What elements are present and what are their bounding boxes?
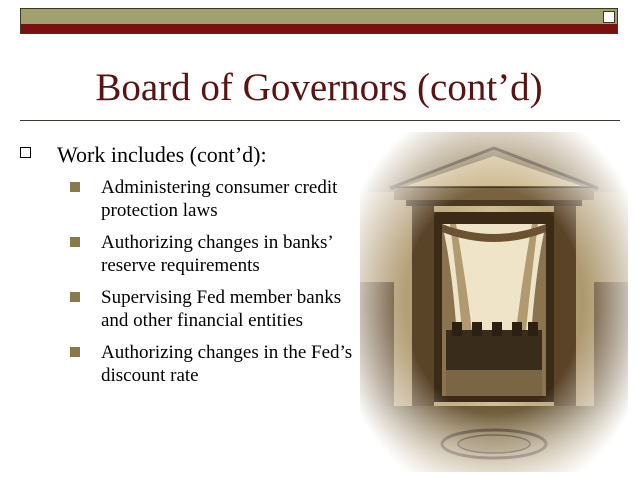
list-item <box>70 231 360 277</box>
sub-bullet-list <box>70 176 360 396</box>
top-decorative-bar <box>20 8 618 34</box>
sub-bullet-text: Administering consumer credit protection laws <box>101 177 338 221</box>
slide-title: Board of Governors (cont’d) <box>95 66 543 109</box>
main-bullet-text: Work includes (cont’d): <box>57 142 267 167</box>
bullet-box-icon <box>20 147 31 158</box>
bullet-square-icon <box>70 237 80 247</box>
sub-bullet-text: Authorizing changes in banks’ reserve requirements <box>101 232 333 276</box>
bullet-square-icon <box>70 347 80 357</box>
list-item <box>70 286 360 332</box>
title-divider <box>20 120 620 121</box>
top-bar-stripe <box>21 24 617 33</box>
sub-bullet-text: Authorizing changes in the Fed’s discount rate <box>101 342 353 386</box>
bullet-square-icon <box>70 292 80 302</box>
sub-bullet-text: Supervising Fed member banks and other financial entities <box>101 287 342 331</box>
main-bullet <box>20 142 267 168</box>
boardroom-doorway-photo <box>360 132 628 472</box>
corner-box-icon <box>603 11 615 23</box>
list-item <box>70 176 360 222</box>
bullet-square-icon <box>70 182 80 192</box>
list-item <box>70 341 360 387</box>
